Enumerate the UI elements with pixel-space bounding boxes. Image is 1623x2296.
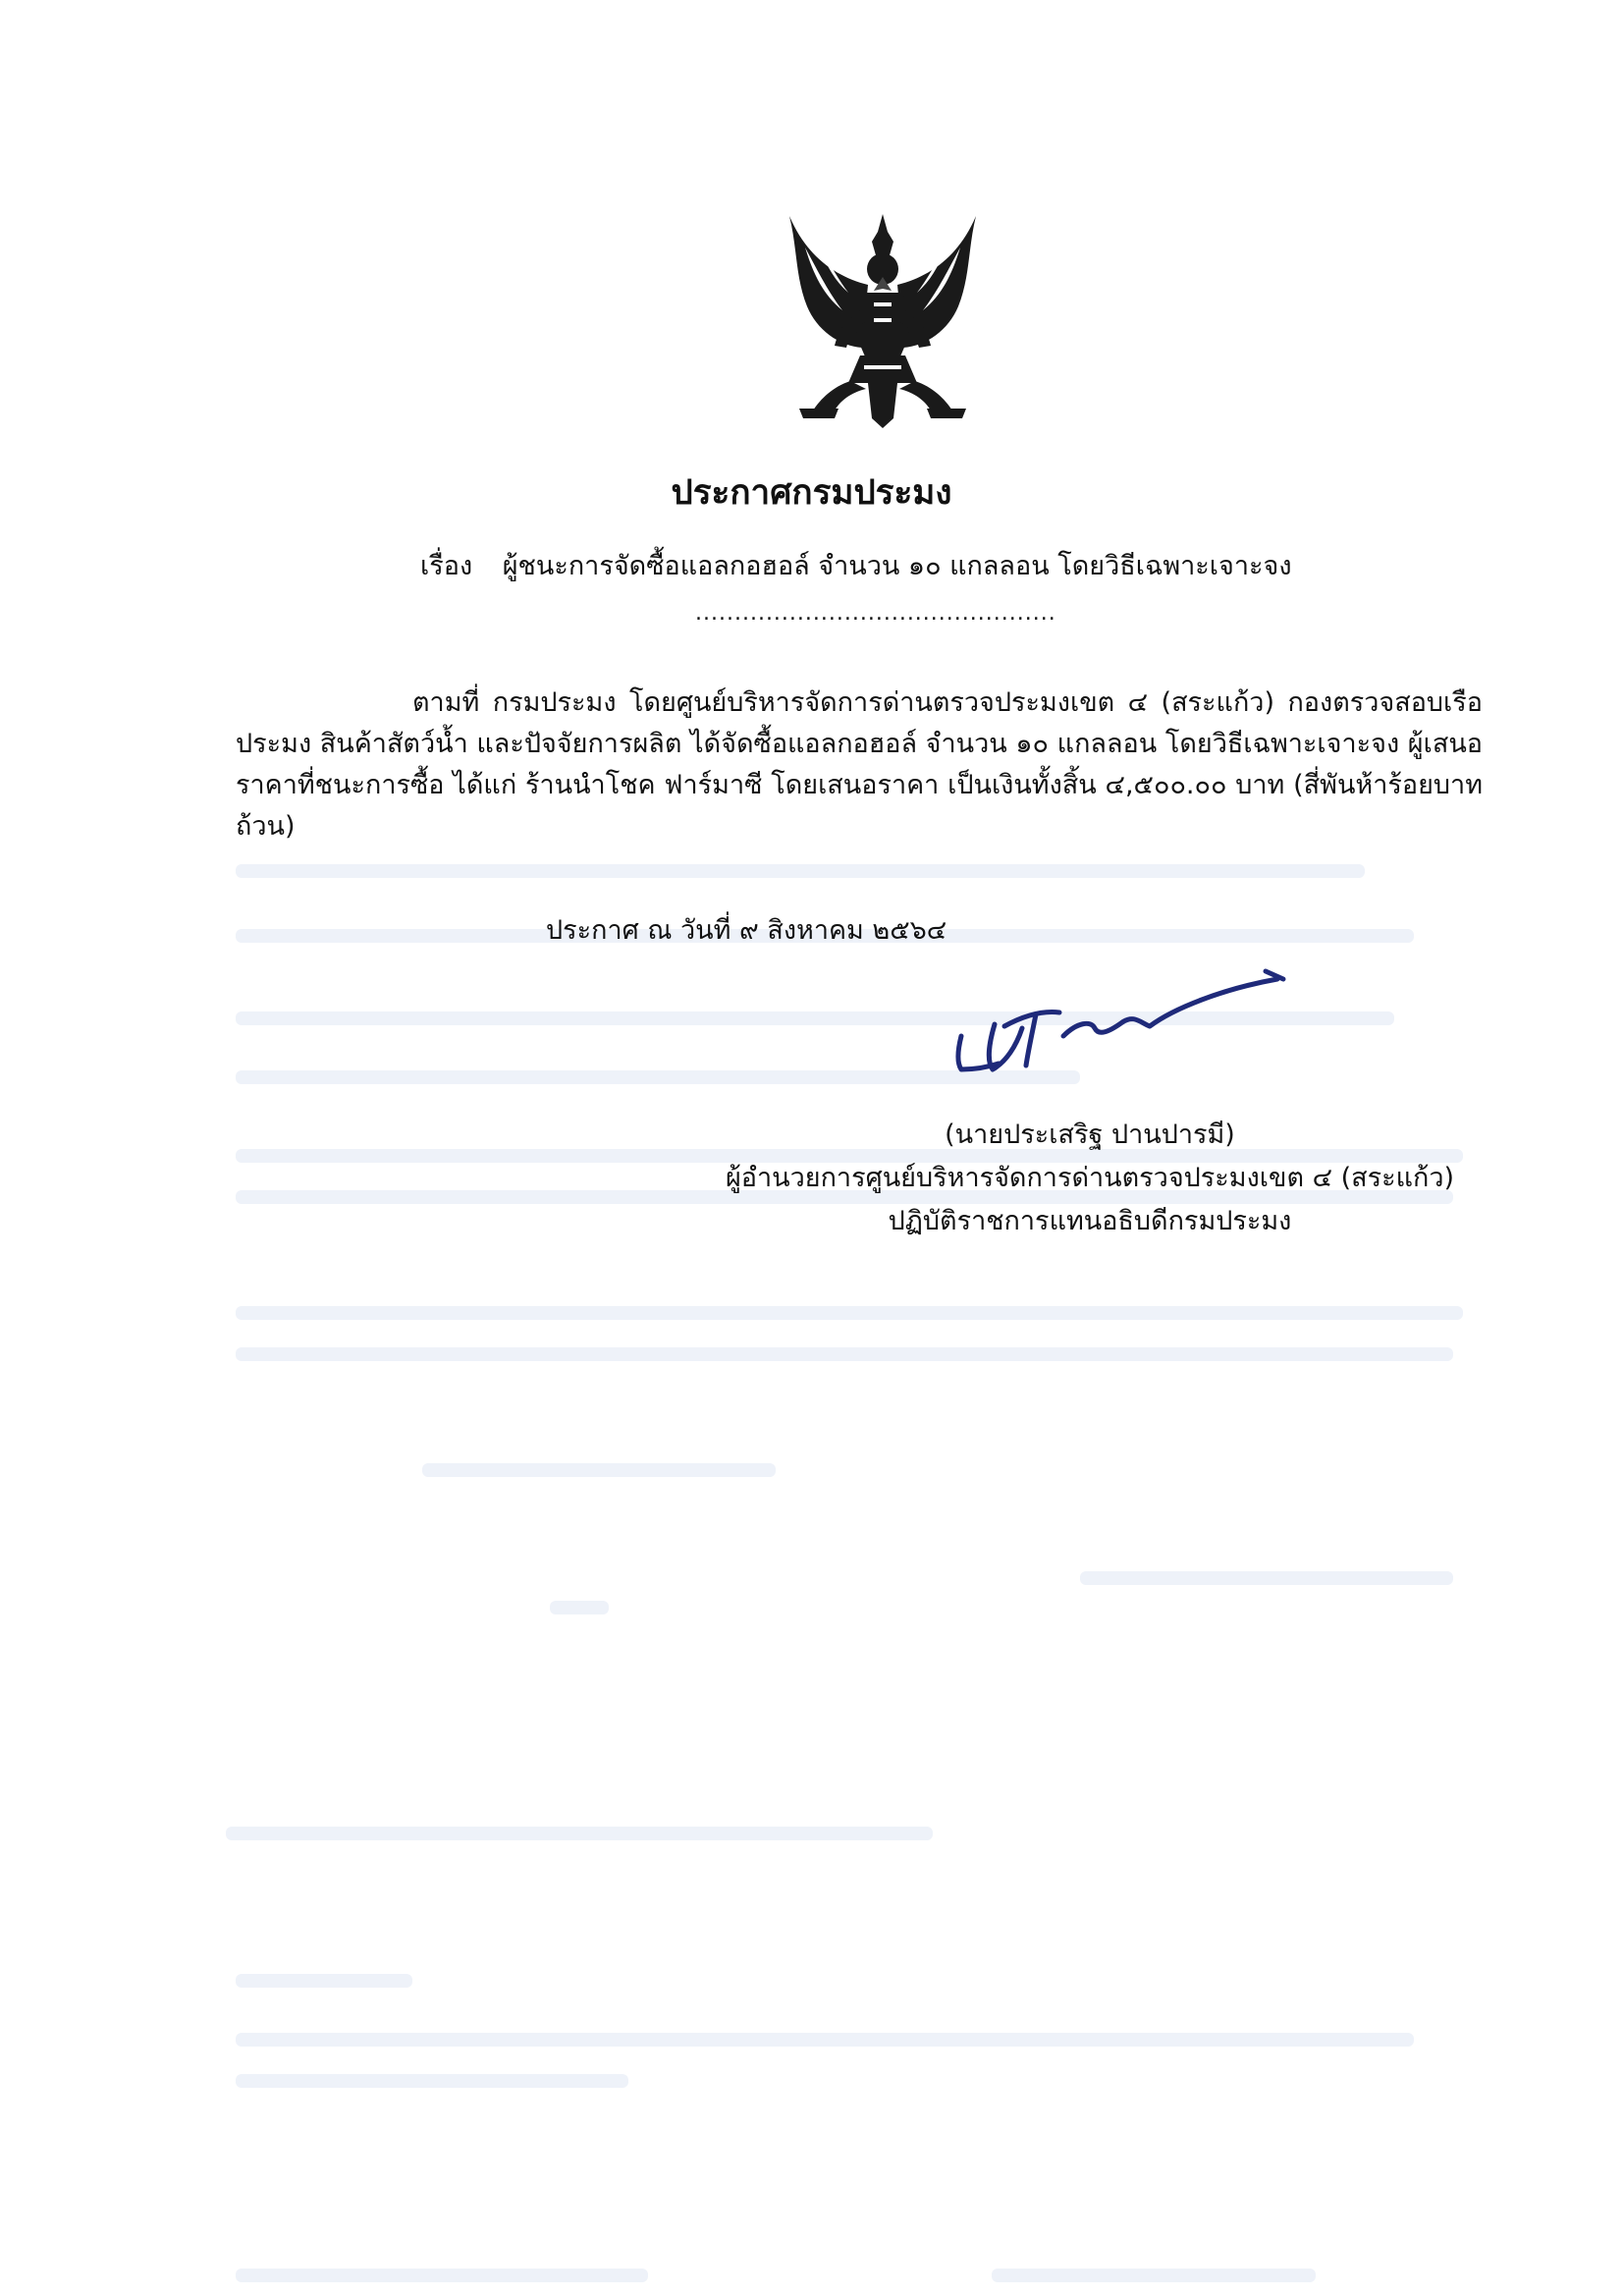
announcement-date: ประกาศ ณ วันที่ ๙ สิงหาคม ๒๕๖๔ [546,915,947,946]
garuda-emblem-icon [778,208,988,430]
body-paragraph [236,683,1483,847]
subject-label: เรื่อง [420,551,473,581]
subject-text: ผู้ชนะการจัดซื้อแอลกอฮอล์ จำนวน ๑๐ แกลลอน โดยวิธีเฉพาะเจาะจง [502,551,1292,581]
document-title: ประกาศกรมประมง [671,473,952,513]
signature-block [638,1114,1542,1243]
signer-position: ผู้อำนวยการศูนย์บริหารจัดการด่านตรวจประมงเขต ๔ (สระแก้ว) [725,1163,1455,1193]
signer-name: (นายประเสริฐ ปานปารมี) [945,1120,1235,1150]
body-text: ตามที่ กรมประมง โดยศูนย์บริหารจัดการด่านตรวจประมงเขต ๔ (สระแก้ว) กองตรวจสอบเรือประมง สินค้าสัตว์น้ำ และปัจจัยการผลิต ได้จัดซื้อแอลกอฮอล์ จำนวน ๑๐ แกลลอน โดยวิธีเฉพาะเจาะจง ผู้เสนอราคาที่ชนะการซื้อ ได้แก่ ร้านนำโชค ฟาร์มาซี โดยเสนอราคา เป็นเงินทั้งสิ้น ๔,๕๐๐.๐๐ บาท (สี่พันห้าร้อยบาทถ้วน) [236,687,1483,842]
subject-line [420,544,1292,586]
separator-dots: .............................................. [695,601,1056,626]
handwritten-signature [947,967,1301,1085]
signer-acting: ปฏิบัติราชการแทนอธิบดีกรมประมง [888,1206,1292,1236]
